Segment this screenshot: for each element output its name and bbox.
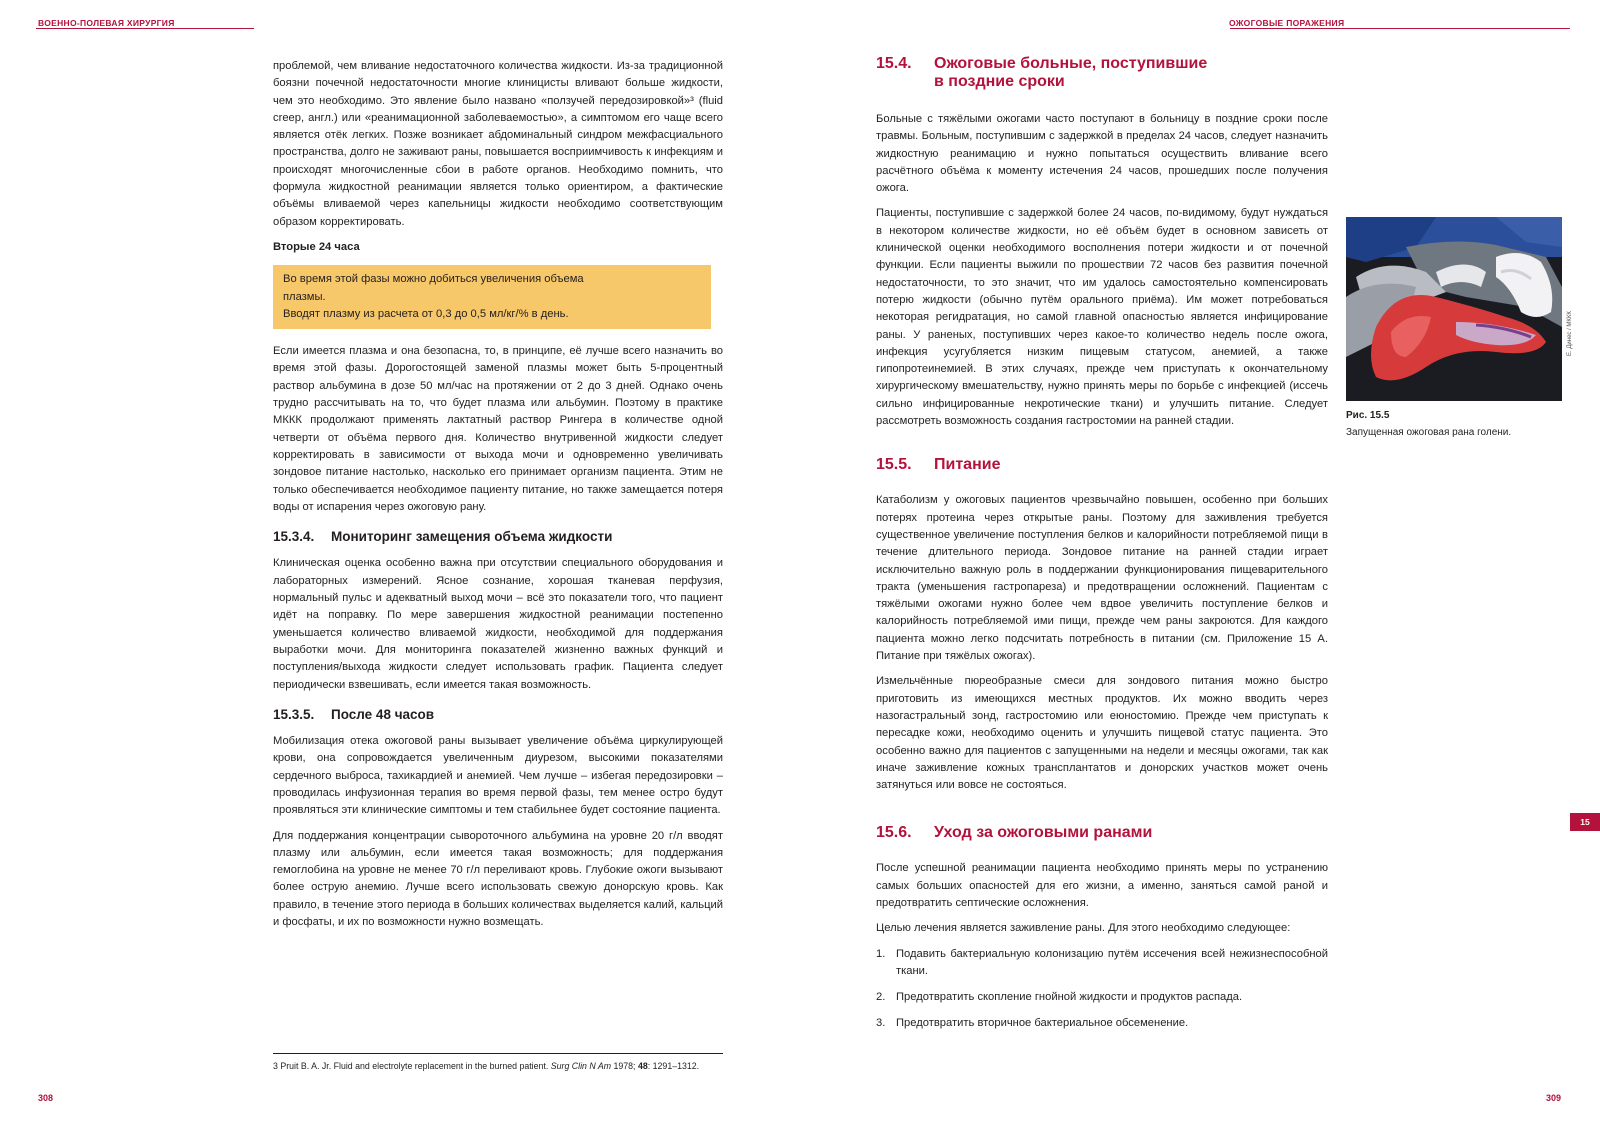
list-item (876, 1015, 1328, 1032)
running-title-right: ОЖОГОВЫЕ ПОРАЖЕНИЯ (1229, 18, 1345, 28)
right-paragraph-1: Больные с тяжёлыми ожогами часто поступают в больницу в поздние сроки после травмы. Больным, поступившим с задержкой в пределах 24 часов, следует назначить жидкостную реанимацию и нужно попытаться осуществить вливание всего расчётного объёма к моменту истечения 24 часов, прошедших после получения ожога. (876, 113, 1328, 195)
footnote-year: 1978; (611, 1061, 638, 1071)
section-number: 15.5. (876, 456, 912, 474)
page-number-right: 309 (1546, 1093, 1562, 1103)
highlight-box (273, 265, 711, 329)
section-title-line-1: Ожоговые больные, поступившие (934, 55, 1208, 72)
list-item (876, 989, 1328, 1006)
right-paragraph-6: Целью лечения является заживление раны. Для этого необходимо следующее: (876, 922, 1291, 935)
header-rule-right (1230, 28, 1570, 29)
highlight-line-1: Во время этой фазы можно добиться увеличения объема (283, 273, 584, 286)
section-heading-15-4 (876, 55, 1328, 91)
section-number: 15.6. (876, 824, 912, 842)
left-paragraph-1: проблемой, чем вливание недостаточного количества жидкости. Из-за традиционной боязни почечной недостаточности многие клиницисты вливают больше жидкости, чем это необходимо. Это явление было названо «ползучей передозировкой»³ (fluid creep, англ.) или «реанимационной заболеваемостью», а симптомом его чаще всего является отёк легких. Позже возникает абдоминальный синдром межфасциального пространства, долго не заживают раны, повышается восприимчивость к инфекциям и происходят многочисленные сбои в работе органов. Необходимо помнить, что формула жидкостной реанимации является только ориентиром, а фактические объёмы вливаемой через капельницы жидкости необходимо соответствующим образом корректировать. (273, 60, 723, 228)
footnote-text: 3 Pruit B. A. Jr. Fluid and electrolyte replacement in the burned patient. (273, 1061, 551, 1071)
right-paragraph-5: После успешной реанимации пациента необходимо принять меры по устранению самых больших опасностей для его жизни, а именно, заняться самой раной и предотвратить септические осложнения. (876, 862, 1328, 909)
page-number-left: 308 (38, 1093, 54, 1103)
section-heading-15-5 (876, 456, 1328, 474)
highlight-line-3: Вводят плазму из расчета от 0,3 до 0,5 мл/кг/% в день. (283, 307, 569, 320)
section-heading-15-6 (876, 824, 1328, 842)
list-item (876, 946, 1328, 981)
left-paragraph-2: Если имеется плазма и она безопасна, то, в принципе, её лучше всего назначить во время этой фазы. Дорогостоящей заменой плазмы может быть 5-процентный раствор альбумина в дозе 50 мл/час на протяжении от 2 до 3 дней. Однако очень трудно рассчитывать на то, что будет плазма или альбумин. Поэтому в практике МККК продолжают применять лактатный раствор Рингера в количестве одной четверти от объёма первого дня. Количество внутривенной жидкости следует корректировать в зависимости от выхода мочи и одновременно увеличивать зондовое питание настолько, насколько его принимает организм пациента. Этим не только обеспечивается необходимое пациенту питание, но также замещается потеря воды от испарения через ожоговую рану. (273, 345, 723, 513)
left-paragraph-4: Мобилизация отека ожоговой раны вызывает увеличение объёма циркулирующей крови, она сопровождается увеличенным диурезом, высокими показателями сердечного выброса, тахикардией и анемией. Чем лучше – избегая передозировки – проводилась инфузионная терапия во время первой фазы, тем менее остро будут проявляться эти клинические симптомы и тем стабильнее будет состояние пациента. (273, 735, 723, 817)
footnote-volume: 48 (637, 1061, 648, 1071)
figure-label: Рис. 15.5 (1346, 410, 1390, 421)
burn-wound-photo (1346, 217, 1562, 401)
section-title: Мониторинг замещения объема жидкости (331, 529, 613, 545)
chapter-tab: 15 (1570, 813, 1600, 831)
highlight-line-2: плазмы. (283, 290, 326, 303)
list-item-number: 1. (876, 947, 886, 960)
right-column (876, 55, 1328, 1042)
header-rule-left (36, 28, 254, 29)
left-paragraph-3: Клиническая оценка особенно важна при отсутствии специального оборудования и лабораторных измерений. Ясное сознание, хорошая тканевая перфузия, нормальный пульс и адекватный выход мочи – всё это показатели того, что пациент идёт на поправку. По мере завершения жидкостной реанимации постепенно уменьшается количество вливаемой жидкости, необходимой для поддержания выработки мочи. Для мониторинга показателей жизненно важных функций и поступления/выхода жидкости следует использовать график. Пациента следует периодически взвешивать, если имеется такая возможность. (273, 557, 723, 691)
section-heading-15-3-4 (273, 528, 723, 545)
subheading-second-24h: Вторые 24 часа (273, 240, 360, 253)
figure-caption: Запущенная ожоговая рана голени. (1346, 427, 1512, 438)
right-paragraph-4: Измельчённые пюреобразные смеси для зондового питания можно быстро приготовить из имеющихся местных продуктов. Их можно вводить через назогастральный зонд, гастростомию или еюностомию. Прежде чем приступать к пересадке кожи, необходимо оценить и улучшить пищевой статус пациента. Это особенно важно для пациентов с запущенными на недели и месяцы ожогами, так как иначе заживление кожных трансплантатов и донорских участков может очень затянуться или вовсе не состояться. (876, 675, 1328, 792)
list-item-number: 3. (876, 1017, 886, 1030)
photo-credit: E. Динес / МККК (1567, 311, 1573, 356)
section-title: После 48 часов (331, 706, 435, 722)
right-paragraph-2: Пациенты, поступившие с задержкой более 24 часов, по-видимому, будут нуждаться в некотором количестве жидкости, но её объём будет в основном зависеть от клинической оценки необходимого восполнения потери жидкости и от почечной функции. Если пациенты выжили по прошествии 72 часов без развития почечной недостаточности, то это значит, что им удалось самостоятельно компенсировать потерю жидкости (обычно путём орального приёма). Им может потребоваться некоторая регидратация, но самой главной опасностью является инфицирование раны. У раненых, поступивших через какое-то количество недель после ожога, инфекция усугубляется низким пищевым статусом, анемией, а также гипопротеинемией. В этих случаях, прежде чем приступать к окончательному хирургическому вмешательству, нужно принять меры по борьбе с инфекцией (иссечь сильно инфицированные некротические ткани) и улучшить питание. Следует рассмотреть возможность создания гастростомии на ранней стадии. (876, 207, 1328, 428)
section-number: 15.3.4. (273, 529, 315, 545)
section-title-line-2: в поздние сроки (934, 73, 1065, 90)
photo-illustration (1346, 217, 1562, 401)
list-item-text: Предотвратить скопление гнойной жидкости и продуктов распада. (896, 991, 1243, 1004)
section-heading-15-3-5 (273, 706, 723, 723)
left-paragraph-5: Для поддержания концентрации сывороточного альбумина на уровне 20 г/л вводят плазму или альбумин, если имеется такая возможность; для поддержания гемоглобина на уровне не менее 70 г/л переливают кровь. Глубокие ожоги вызывают более острую анемию. Лучше всего использовать свежую донорскую кровь. Как правило, в течение этого периода в больших количествах выделяется калий, кальций и фосфаты, и их по возможности нужно возмещать. (273, 829, 723, 929)
section-number: 15.4. (876, 55, 912, 72)
list-item-text: Подавить бактериальную колонизацию путём иссечения всей нежизнеспособной ткани. (896, 947, 1328, 977)
running-title-left: ВОЕННО-ПОЛЕВАЯ ХИРУРГИЯ (38, 18, 175, 28)
footnote-pages: : 1291–1312. (647, 1061, 700, 1071)
section-title: Уход за ожоговыми ранами (934, 824, 1153, 842)
left-column (273, 58, 723, 939)
section-number: 15.3.5. (273, 706, 315, 722)
section-title: Питание (934, 456, 1001, 474)
list-item-number: 2. (876, 991, 886, 1004)
list-item-text: Предотвратить вторичное бактериальное обсеменение. (896, 1017, 1189, 1030)
footnote-journal: Surg Clin N Am (550, 1061, 612, 1071)
footnote (273, 1061, 699, 1071)
right-paragraph-3: Катаболизм у ожоговых пациентов чрезвычайно повышен, особенно при больших потерях протеина через открытые раны. Поэтому для заживления требуется существенное увеличение поступления белков и калорийности потребляемой пищи в течение длительного периода. Зондовое питание на ранней стадии играет исключительно важную роль в поддержании функционирования пищеварительного тракта (уменьшения гастропареза) и предотвращении осложнений. Пациентам с тяжёлыми ожогами нужно более чем вдвое увеличить поступление белков и калорийность потребляемой ими пищи, прежде чем раны закроются. Для каждого пациента можно легко подсчитать потребность в питании (см. Приложение 15 А. Питание при тяжёлых ожогах). (876, 494, 1328, 663)
care-steps-list (876, 946, 1328, 1033)
footnote-rule (273, 1053, 723, 1054)
